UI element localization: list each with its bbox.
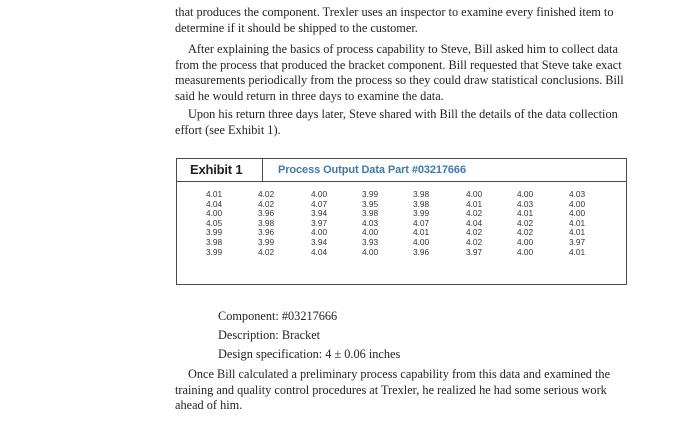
exhibit-header xyxy=(177,159,626,182)
data-cell: 4.02 xyxy=(466,208,483,219)
data-column xyxy=(258,190,282,257)
data-cell: 4.00 xyxy=(569,208,586,219)
data-cell: 4.00 xyxy=(311,189,328,199)
exhibit-table xyxy=(176,158,627,285)
data-cell: 3.98 xyxy=(258,217,275,228)
data-cell: 4.02 xyxy=(258,189,275,199)
text-line: effort (see Exhibit 1). xyxy=(175,122,281,137)
data-cell: 4.00 xyxy=(362,227,379,238)
data-cell: 4.02 xyxy=(466,236,483,247)
data-cell: 4.00 xyxy=(517,246,534,257)
data-cell: 3.96 xyxy=(413,246,430,257)
data-cell: 4.04 xyxy=(466,217,483,228)
data-cell: 3.97 xyxy=(569,236,586,247)
text-line: that produces the component. Trexler uses an inspector to examine every finished item to xyxy=(175,5,614,19)
text-line: measurements periodically from the process so they could draw statistical conclusions. Bill xyxy=(175,73,624,88)
data-cell: 4.00 xyxy=(517,189,534,199)
data-column xyxy=(362,190,386,257)
data-cell: 3.98 xyxy=(362,208,379,219)
text-line: ahead of him. xyxy=(175,398,243,413)
data-cell: 4.02 xyxy=(517,217,534,228)
data-cell: 4.01 xyxy=(517,208,534,219)
component-line: Component: #03217666 xyxy=(218,309,338,323)
data-cell: 4.04 xyxy=(311,246,328,257)
data-cell: 4.07 xyxy=(311,198,328,209)
intro-paragraph-tail xyxy=(175,5,613,36)
data-cell: 4.01 xyxy=(413,227,430,238)
data-cell: 4.02 xyxy=(258,246,275,257)
data-cell: 4.02 xyxy=(258,198,275,209)
data-cell: 3.99 xyxy=(258,236,275,247)
data-cell: 3.95 xyxy=(362,198,379,209)
data-cell: 4.00 xyxy=(466,189,483,199)
data-cell: 3.99 xyxy=(362,189,379,199)
data-cell: 3.96 xyxy=(258,208,275,219)
data-cell: 3.97 xyxy=(311,217,328,228)
data-cell: 4.00 xyxy=(206,208,223,219)
text-line: said he would return in three days to examine the data. xyxy=(175,88,444,103)
data-column xyxy=(569,190,593,257)
data-column xyxy=(466,190,490,257)
data-cell: 4.00 xyxy=(569,198,586,209)
exhibit-title: Process Output Data Part #03217666 xyxy=(278,164,466,176)
data-cell: 3.98 xyxy=(413,198,430,209)
data-column xyxy=(413,190,437,257)
data-cell: 4.01 xyxy=(569,246,586,257)
data-cell: 4.01 xyxy=(569,217,586,228)
data-cell: 4.00 xyxy=(517,236,534,247)
data-cell: 4.07 xyxy=(413,217,430,228)
text-line: determine if it should be shipped to the customer. xyxy=(175,20,418,35)
paragraph-process-capability xyxy=(175,42,624,104)
data-cell: 3.98 xyxy=(413,189,430,199)
text-line: training and quality control procedures at Trexler, he realized he had some serious work xyxy=(175,382,607,397)
data-cell: 3.99 xyxy=(206,227,223,238)
data-cell: 4.00 xyxy=(311,227,328,238)
data-cell: 4.02 xyxy=(466,227,483,238)
description-line: Description: Bracket xyxy=(218,328,321,342)
data-column xyxy=(311,190,335,257)
text-line: Upon his return three days later, Steve shared with Bill the details of the data collection xyxy=(188,107,618,121)
design-spec-line: Design specification: 4 ± 0.06 inches xyxy=(218,347,401,361)
data-column xyxy=(206,190,230,257)
text-line: from the process that produced the bracket component. Bill requested that Steve take exact xyxy=(175,57,622,72)
data-cell: 4.01 xyxy=(206,189,223,199)
data-cell: 3.99 xyxy=(206,246,223,257)
data-cell: 4.05 xyxy=(206,217,223,228)
data-cell: 4.03 xyxy=(517,198,534,209)
data-column xyxy=(517,190,541,257)
text-line: After explaining the basics of process capability to Steve, Bill asked him to collect data xyxy=(188,42,618,56)
data-cell: 3.99 xyxy=(413,208,430,219)
data-cell: 3.94 xyxy=(311,236,328,247)
data-cell: 4.01 xyxy=(569,227,586,238)
data-cell: 3.96 xyxy=(258,227,275,238)
data-cell: 4.04 xyxy=(206,198,223,209)
data-cell: 4.03 xyxy=(569,189,586,199)
paragraph-data-collection xyxy=(175,107,618,138)
paragraph-conclusion xyxy=(175,367,610,414)
data-cell: 4.01 xyxy=(466,198,483,209)
data-cell: 3.97 xyxy=(466,246,483,257)
text-line: Once Bill calculated a preliminary process capability from this data and examined the xyxy=(188,367,611,381)
data-cell: 4.00 xyxy=(362,246,379,257)
data-cell: 3.98 xyxy=(206,236,223,247)
data-cell: 4.03 xyxy=(362,217,379,228)
exhibit-label: Exhibit 1 xyxy=(177,159,263,181)
data-cell: 3.93 xyxy=(362,236,379,247)
data-cell: 4.02 xyxy=(517,227,534,238)
data-cell: 3.94 xyxy=(311,208,328,219)
data-cell: 4.00 xyxy=(413,236,430,247)
